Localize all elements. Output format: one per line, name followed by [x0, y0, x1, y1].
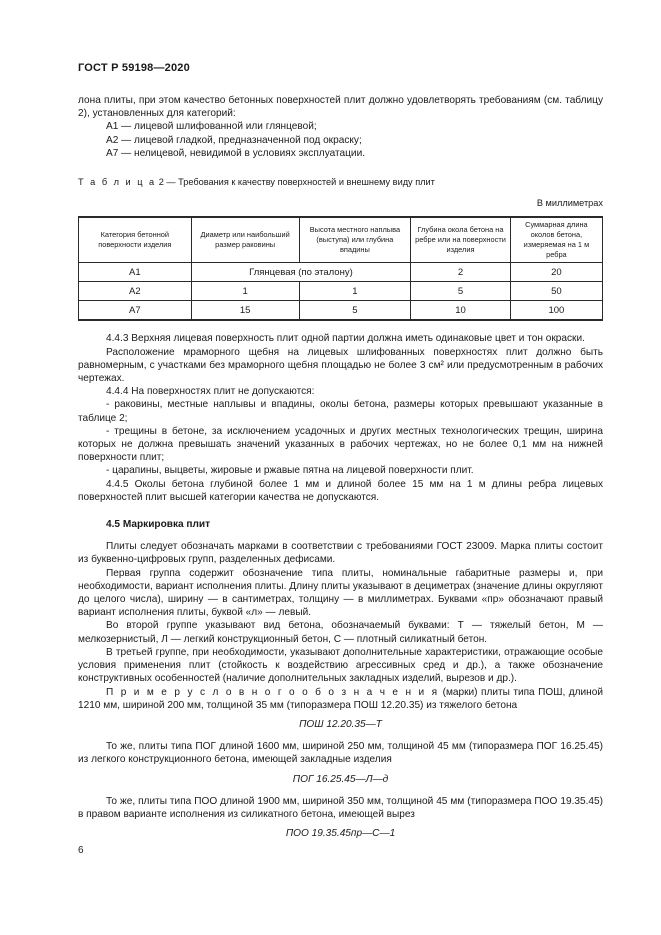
- section-paragraph: Плиты следует обозначать марками в соответствии с требованиями ГОСТ 23009. Марка плиты состоит из буквенно-цифровых групп, разделенных дефисами.: [78, 541, 603, 566]
- table-units: В миллиметрах: [536, 198, 603, 209]
- clause-4-4-4-item: - трещины в бетоне, за исключением усадочных и других местных технологических трещин, ширина которых не должна превышать значений указанных в рабочих чертежах, но не более 0,1 мм на нижней поверхности плит;: [78, 425, 603, 464]
- table-cell: 5: [299, 301, 411, 321]
- table-cell: 15: [191, 301, 299, 321]
- category-item: А1 — лицевой шлифованной или глянцевой;: [106, 121, 317, 133]
- clause-4-4-4-item: - раковины, местные наплывы и впадины, околы бетона, размеры которых превышают указанные в таблице 2;: [78, 399, 603, 424]
- table-cell: 1: [299, 282, 411, 301]
- quality-table: [78, 216, 603, 321]
- document-title: ГОСТ Р 59198—2020: [78, 62, 190, 74]
- table-header-cell: Категория бетонной поверхности изделия: [79, 217, 192, 263]
- table-caption-prefix: Т а б л и ц а: [78, 177, 157, 188]
- category-item: А2 — лицевой гладкой, предназначенной под окраску;: [106, 134, 362, 146]
- table-header-cell: Диаметр или наибольший размер раковины: [191, 217, 299, 263]
- example-paragraph: То же, плиты типа ПОГ длиной 1600 мм, шириной 250 мм, толщиной 45 мм (типоразмера ПОГ 16.25.45) из легкого конструкционного бетона, имеющей закладные изделия: [78, 741, 603, 766]
- category-item: А7 — нелицевой, невидимой в условиях эксплуатации.: [106, 147, 366, 159]
- clause-4-4-4-item: - царапины, выцветы, жировые и ржавые пятна на лицевой поверхности плит.: [106, 465, 474, 477]
- table-row: [79, 263, 603, 282]
- table-cell: 20: [510, 263, 602, 282]
- table-caption: [78, 176, 603, 189]
- marking-formula: ПОО 19.35.45пр—С—1: [285, 828, 396, 840]
- example-prefix: П р и м е р у с л о в н о г о о б о з н а ч е н и я: [106, 686, 440, 698]
- section-paragraph: В третьей группе, при необходимости, указывают дополнительные характеристики, отражающие особые условия применения плит (стойкость к воздействию агрессивных сред и др.), а также обозначение конструктивных особенностей (наличие дополнительных закладных изделий, вырезов и др.).: [78, 646, 603, 685]
- table-caption-text: 2 — Требования к качеству поверхностей и внешнему виду плит: [158, 177, 435, 188]
- table-header-cell: Суммарная длина околов бетона, измеряемая на 1 м ребра: [510, 217, 602, 263]
- table-header-row: [79, 217, 603, 263]
- table-row: [79, 282, 603, 301]
- clause-4-4-5: 4.4.5 Околы бетона глубиной более 1 мм и длиной более 15 мм на 1 м длины ребра лицевых поверхностей плит высшей категории качества не допускаются.: [78, 478, 603, 503]
- table-cell: 10: [411, 301, 511, 321]
- table-cell: 5: [411, 282, 511, 301]
- clause-4-4-3-text: Расположение мраморного щебня на лицевых шлифованных поверхностях плит должно быть равномерным, с участками без мраморного щебня площадью не более 3 см² или предусмотренным в рабочих чертежах.: [78, 346, 603, 385]
- clause-4-4-3: 4.4.3 Верхняя лицевая поверхность плит одной партии должна иметь одинаковые цвет и тон окраски.: [106, 333, 585, 345]
- page-content: [78, 94, 603, 849]
- table-cell: А2: [79, 282, 192, 301]
- table-cell: 100: [510, 301, 602, 321]
- table-cell: 2: [411, 263, 511, 282]
- clause-4-4-4: 4.4.4 На поверхностях плит не допускаются:: [106, 386, 315, 398]
- example-paragraph: [78, 686, 603, 712]
- section-paragraph: Во второй группе указывают вид бетона, обозначаемый буквами: Т — тяжелый бетон, М — мелкозернистый, Л — легкий конструкционный бетон, С — плотный силикатный бетон.: [78, 620, 603, 645]
- table-cell: 1: [191, 282, 299, 301]
- table-cell: А1: [79, 263, 192, 282]
- table-cell: 50: [510, 282, 602, 301]
- example-paragraph: То же, плиты типа ПОО длиной 1900 мм, шириной 350 мм, толщиной 45 мм (типоразмера ПОО 19.35.45) в правом варианте исполнения из силикатного бетона, имеющей вырез: [78, 795, 603, 820]
- marking-formula: ПОГ 16.25.45—Л—д: [292, 773, 389, 785]
- section-paragraph: Первая группа содержит обозначение типа плиты, номинальные габаритные размеры и, при необходимости, вариант исполнения плиты. Длину плиты указывают в дециметрах (значение длины округляют до целого числа), ширину — в сантиметрах, толщину — в миллиметрах. Буквами «пр» обозначают правый вариант исполнения плиты, буквой «л» — левый.: [78, 567, 603, 619]
- section-title: 4.5 Маркировка плит: [106, 519, 211, 531]
- example-text: (марки) плиты типа ПОШ, длиной 1210 мм, шириной 200 мм, толщиной 35 мм (типоразмера ПОШ 12.20.35) из тяжелого бетона: [78, 686, 603, 711]
- table-row: [79, 301, 603, 321]
- table-cell: А7: [79, 301, 192, 321]
- marking-formula: ПОШ 12.20.35—Т: [299, 718, 382, 730]
- intro-paragraph: лона плиты, при этом качество бетонных поверхностей плит должно удовлетворять требованиям (см. таблицу 2), установленных для категорий:: [78, 95, 603, 120]
- table-header-cell: Глубина окола бетона на ребре или на поверхности изделия: [411, 217, 511, 263]
- table-header-cell: Высота местного наплыва (выступа) или глубина впадины: [299, 217, 411, 263]
- table-cell-merged: Глянцевая (по эталону): [191, 263, 411, 282]
- page-number: 6: [78, 845, 84, 856]
